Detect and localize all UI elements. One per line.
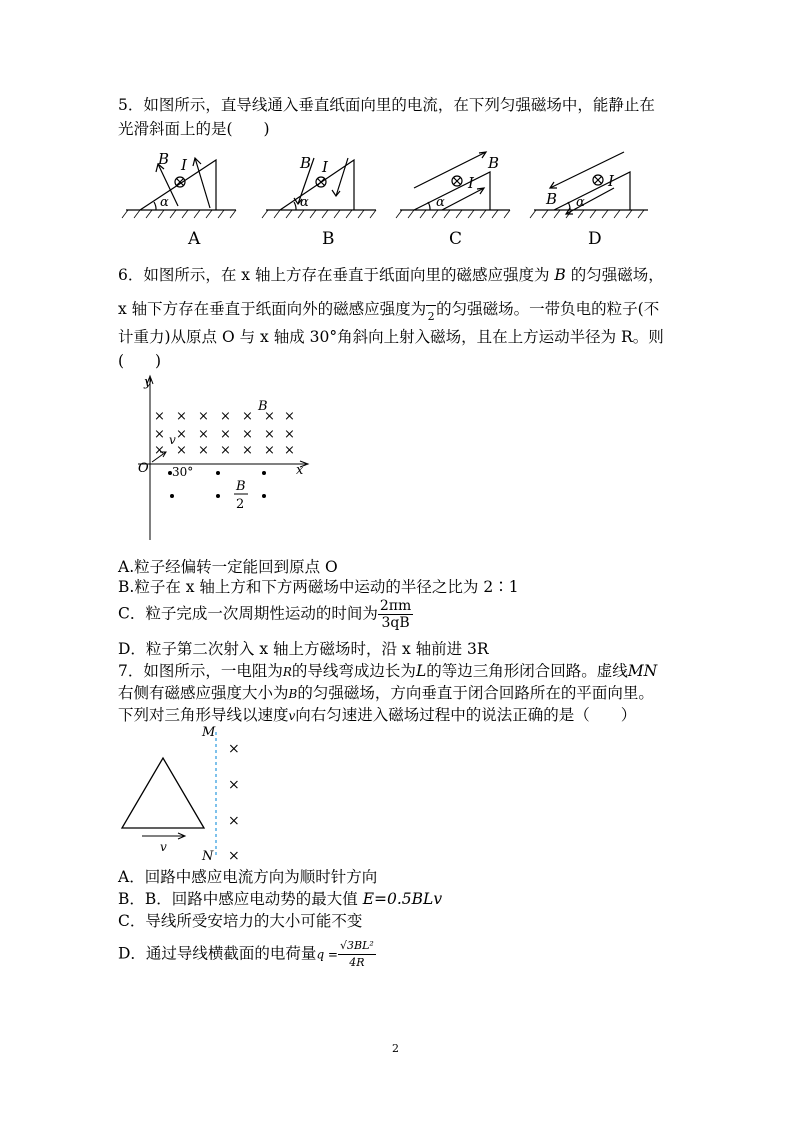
q6-stem-line1-text: 6．如图所示，在 x 轴上方存在垂直于纸面向里的磁感应强度为 (118, 266, 550, 284)
q7-v-label: v (160, 840, 167, 854)
q7-stem-MN-var: MN (627, 662, 658, 680)
svg-text:×: × (154, 443, 165, 458)
q6-option-B: B.粒子在 x 轴上方和下方两磁场中运动的半径之比为 2∶1 (118, 578, 519, 596)
svg-text:×: × (220, 443, 231, 458)
q7-stem-R-var: R (282, 665, 292, 679)
q6-v-label: v (169, 433, 176, 447)
page-number: 2 (392, 1042, 399, 1055)
q5-stem-line2: 光滑斜面上的是( ) (118, 120, 270, 138)
q6-option-C-text: C．粒子完成一次周期性运动的时间为 (118, 604, 378, 623)
q6-B-lower-den: 2 (236, 497, 245, 512)
svg-text:×: × (264, 443, 275, 458)
q6-stem-line3: 计重力)从原点 O 与 x 轴成 30°角斜向上射入磁场，且在上方运动半径为 R。则 (118, 328, 664, 346)
q5d-B-label: B (546, 190, 558, 208)
q6-angle-label: 30° (172, 465, 194, 479)
q7-stem-line2-a: 右侧有磁感应强度大小为 (118, 684, 289, 702)
q5-figures (118, 148, 658, 248)
svg-text:×: × (284, 427, 295, 442)
svg-text:×: × (198, 427, 209, 442)
q7-field-crosses (228, 741, 240, 864)
svg-text:×: × (198, 409, 209, 424)
q6-option-C (118, 598, 413, 631)
q7-stem-line1-c: 的等边三角形闭合回路。虚线 (426, 662, 628, 680)
svg-text:×: × (176, 427, 187, 442)
svg-text:×: × (264, 427, 275, 442)
q7-option-A: A．回路中感应电流方向为顺时针方向 (118, 868, 378, 886)
q5c-B-label: B (488, 154, 500, 172)
q7-stem-line1 (118, 660, 657, 683)
svg-text:×: × (198, 443, 209, 458)
q7-option-D-text: D．通过导线横截面的电荷量 (118, 944, 317, 963)
q7-N-label: N (202, 849, 214, 864)
q6-option-C-denominator: 3qB (381, 615, 410, 631)
svg-text:×: × (228, 813, 240, 829)
q6-option-A: A.粒子经偏转一定能回到原点 O (118, 558, 338, 576)
q7-option-D-q: q = (316, 947, 338, 962)
svg-text:×: × (176, 443, 187, 458)
q7-stem-line3-b: 向右匀速进入磁场过程中的说法正确的是（ ） (295, 706, 637, 724)
q6-B-lower-num: B (236, 479, 246, 494)
q7-option-B-text: B．B．回路中感应电动势的最大值 (118, 890, 363, 908)
svg-text:×: × (242, 409, 253, 424)
svg-text:×: × (228, 741, 240, 757)
q7-stem-L-var: L (415, 662, 427, 680)
q6-stem-B-var: B (554, 266, 566, 284)
q6-option-C-numerator: 2πm (379, 598, 412, 614)
svg-text:×: × (154, 409, 165, 424)
q7-option-B-equation: E=0.5BLv (362, 890, 443, 908)
svg-text:×: × (228, 848, 240, 864)
q7-option-D (118, 938, 376, 971)
q6-stem-line1-end: 的匀强磁场， (565, 266, 664, 284)
q7-triangle-diagram (118, 722, 258, 866)
q7-option-D-denominator: 4R (349, 956, 365, 969)
q7-triangle-loop (122, 758, 204, 828)
q6-stem-line1 (118, 264, 664, 286)
svg-text:×: × (228, 777, 240, 793)
q5d-I-label: I (608, 172, 614, 190)
q7-stem-v-var: v (288, 709, 296, 723)
q7-option-C: C．导线所受安培力的大小可能不变 (118, 912, 363, 930)
q7-M-label: M (202, 725, 216, 740)
q6-x-axis-label: x (296, 463, 304, 478)
q5-option-B-label: B (322, 229, 335, 248)
q6-stem-frac-den: 2 (426, 305, 436, 328)
q7-option-B (118, 888, 442, 910)
q6-y-axis-label: y (144, 375, 152, 390)
q6-option-D: D．粒子第二次射入 x 轴上方磁场时，沿 x 轴前进 3R (118, 640, 489, 658)
q6-B-upper-label: B (258, 399, 268, 414)
svg-text:×: × (284, 443, 295, 458)
q5a-alpha-label: α (160, 195, 169, 210)
svg-text:×: × (242, 443, 253, 458)
q6-stem-line2-a: x 轴下方存在垂直于纸面向外的磁感应强度为 (118, 300, 427, 318)
q7-stem-line2-b: 的匀强磁场，方向垂直于闭合回路所在的平面向里。 (297, 684, 654, 702)
svg-text:×: × (154, 427, 165, 442)
q5b-B-label: B (300, 154, 312, 172)
q5c-alpha-label: α (436, 195, 445, 210)
q7-stem-line1-b: 的导线弯成边长为 (291, 662, 416, 680)
svg-text:×: × (264, 409, 275, 424)
q6-stem-line2-b: 的匀强磁场。一带负电的粒子(不 (436, 300, 660, 318)
svg-text:×: × (220, 427, 231, 442)
q7-option-D-numerator: √3BL² (338, 938, 376, 955)
q5b-I-label: I (322, 158, 328, 176)
q5-option-C-label: C (449, 229, 463, 248)
q7-stem-B-var: B (288, 687, 298, 701)
q6-field-diagram (130, 372, 320, 542)
q5d-alpha-label: α (576, 195, 585, 210)
q7-stem-line1-a: 7．如图所示，一电阻为 (118, 662, 283, 680)
svg-text:×: × (242, 427, 253, 442)
q5-option-D-label: D (588, 229, 602, 248)
q7-stem-line3-a: 下列对三角形导线以速度 (118, 706, 289, 724)
q5b-alpha-label: α (300, 195, 309, 210)
svg-text:×: × (220, 409, 231, 424)
svg-text:×: × (176, 409, 187, 424)
q6-stem-line4: ( ) (118, 352, 162, 370)
q6-stem-line2 (118, 298, 659, 328)
q7-stem-line2 (118, 682, 654, 705)
q6-origin-label: O (138, 461, 149, 476)
q5-option-A-label: A (188, 229, 201, 248)
svg-text:×: × (284, 409, 295, 424)
q5c-I-label: I (468, 174, 474, 192)
q5a-B-label: B (158, 150, 170, 168)
q5a-I-label: I (181, 156, 187, 174)
q5-stem-line1: 5．如图所示，直导线通入垂直纸面向里的电流，在下列匀强磁场中，能静止在 (118, 96, 655, 114)
